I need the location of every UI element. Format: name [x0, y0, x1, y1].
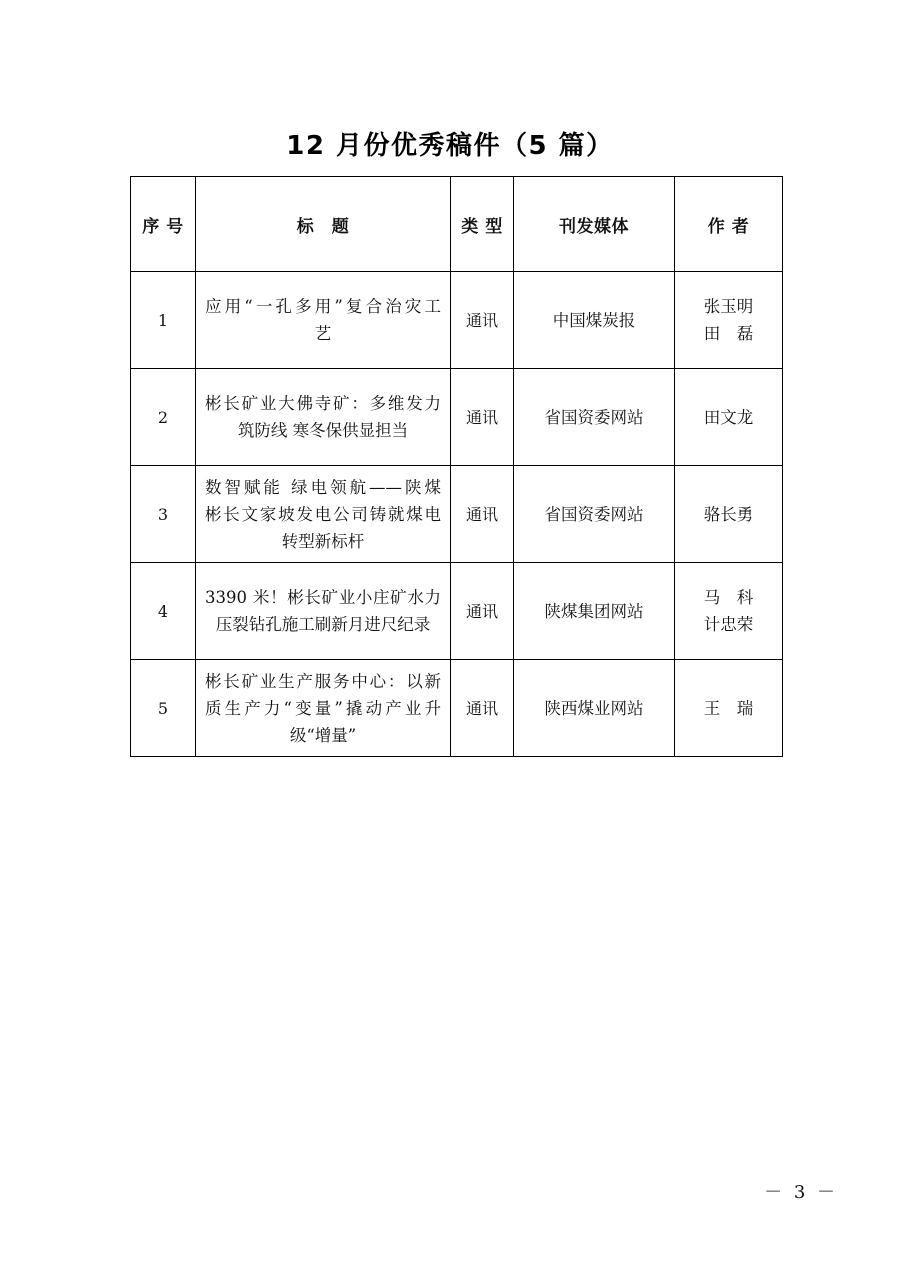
cell-author — [675, 660, 783, 757]
column-header-index: 序 号 — [131, 177, 196, 272]
cell-type: 通讯 — [451, 660, 514, 757]
title-line: 转型新标杆 — [281, 531, 365, 551]
title-line: 彬长文家坡发电公司铸就煤电 — [205, 504, 441, 524]
table-header-row — [131, 177, 783, 272]
title-line: 3390 米！彬长矿业小庄矿水力 — [205, 588, 441, 607]
title-line: 彬长矿业生产服务中心：以新 — [205, 671, 441, 691]
cell-media: 省国资委网站 — [514, 466, 675, 563]
page-number: － 3 － — [764, 1182, 838, 1203]
cell-title — [196, 466, 451, 563]
cell-author — [675, 563, 783, 660]
table-row — [131, 272, 783, 369]
author-line: 田 磊 — [703, 324, 754, 343]
cell-media: 中国煤炭报 — [514, 272, 675, 369]
cell-author — [675, 272, 783, 369]
cell-author — [675, 369, 783, 466]
table-body — [131, 272, 783, 757]
author-line: 骆长勇 — [703, 504, 754, 524]
cell-title — [196, 369, 451, 466]
table-row — [131, 466, 783, 563]
cell-title — [196, 563, 451, 660]
table-row — [131, 369, 783, 466]
title-line: 应用“一孔多用”复合治灾工 — [205, 297, 441, 316]
articles-table-wrapper — [130, 176, 782, 757]
title-line: 数智赋能 绿电领航——陕煤 — [205, 477, 441, 497]
table-row — [131, 563, 783, 660]
cell-index: 1 — [131, 272, 196, 369]
title-line: 彬长矿业大佛寺矿：多维发力 — [205, 394, 441, 413]
cell-index: 5 — [131, 660, 196, 757]
column-header-title: 标 题 — [196, 177, 451, 272]
cell-type: 通讯 — [451, 272, 514, 369]
cell-author — [675, 466, 783, 563]
title-line: 压裂钻孔施工刷新月进尺纪录 — [215, 615, 431, 634]
title-line: 质生产力“变量”撬动产业升 — [205, 698, 441, 718]
cell-type: 通讯 — [451, 369, 514, 466]
title-line: 筑防线 寒冬保供显担当 — [237, 421, 409, 440]
page-title: 12 月份优秀稿件（5 篇） — [286, 131, 614, 161]
cell-media: 省国资委网站 — [514, 369, 675, 466]
cell-index: 2 — [131, 369, 196, 466]
title-line: 艺 — [314, 324, 332, 343]
cell-index: 4 — [131, 563, 196, 660]
title-line: 级“增量” — [289, 725, 357, 745]
cell-title — [196, 660, 451, 757]
author-line: 计忠荣 — [703, 615, 754, 634]
column-header-author: 作 者 — [675, 177, 783, 272]
cell-media: 陕煤集团网站 — [514, 563, 675, 660]
author-line: 马 科 — [703, 588, 754, 607]
column-header-type: 类 型 — [451, 177, 514, 272]
author-line: 王 瑞 — [703, 698, 754, 718]
cell-type: 通讯 — [451, 466, 514, 563]
cell-media: 陕西煤业网站 — [514, 660, 675, 757]
author-line: 田文龙 — [703, 407, 754, 427]
cell-title — [196, 272, 451, 369]
cell-index: 3 — [131, 466, 196, 563]
table-row — [131, 660, 783, 757]
author-line: 张玉明 — [703, 297, 754, 316]
column-header-media: 刊发媒体 — [514, 177, 675, 272]
cell-type: 通讯 — [451, 563, 514, 660]
articles-table — [130, 176, 783, 757]
